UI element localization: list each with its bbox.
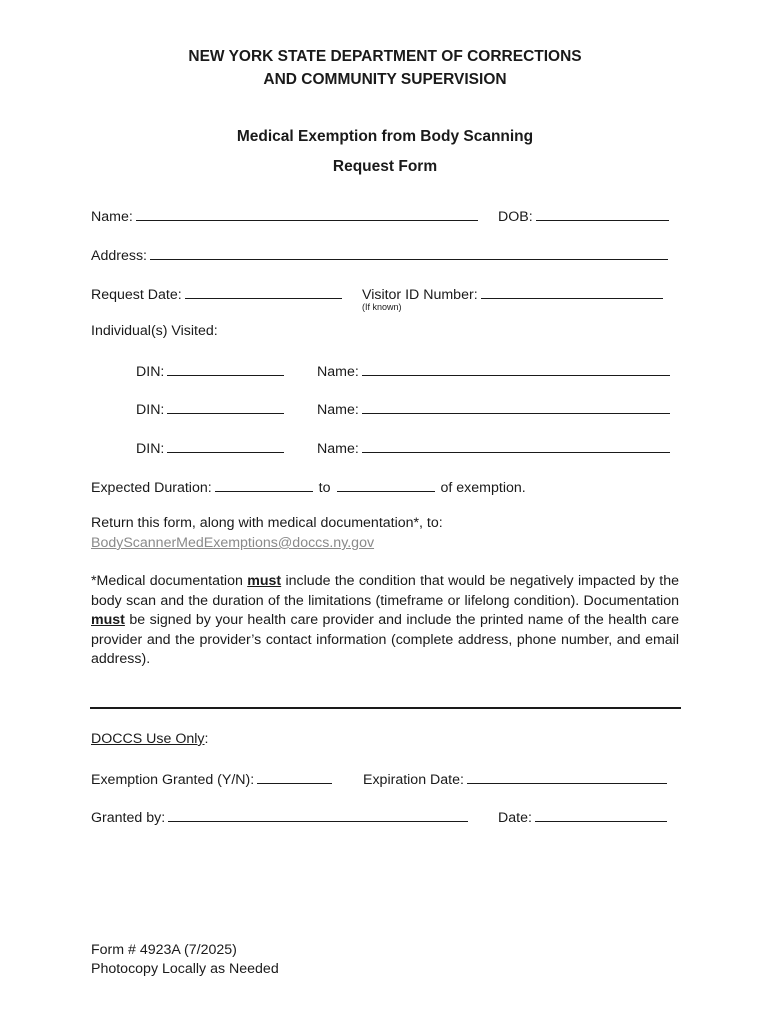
address-field-row [91,245,668,264]
din-input-line[interactable] [167,438,284,453]
granted-date-input-line[interactable] [535,807,667,822]
expiration-date-input-line[interactable] [467,769,667,784]
visitor-id-label: Visitor ID Number: [362,287,478,303]
note-text-part1: *Medical documentation [91,573,248,589]
exemption-email-link[interactable]: BodyScannerMedExemptions@doccs.ny.gov [91,535,375,551]
photocopy-note: Photocopy Locally as Needed [91,961,279,977]
name-input-line[interactable] [136,206,478,221]
expiration-date-label: Expiration Date: [363,772,464,788]
duration-start-input-line[interactable] [215,477,313,492]
agency-name-line1: NEW YORK STATE DEPARTMENT OF CORRECTIONS [188,48,582,65]
din-label: DIN: [136,402,165,418]
address-input-line[interactable] [150,245,668,260]
visited-name-field-row [317,399,670,418]
expiration-date-row [363,769,667,788]
expected-duration-row [91,477,526,496]
granted-date-row [498,807,667,826]
din-label: DIN: [136,441,165,457]
granted-by-input-line[interactable] [168,807,468,822]
duration-suffix: of exemption. [440,480,526,496]
name-label: Name: [91,209,133,225]
visited-name-input-line[interactable] [362,361,670,376]
duration-to-label: to [318,480,331,496]
visited-name-input-line[interactable] [362,399,670,414]
form-title: Medical Exemption from Body Scanning [236,128,534,145]
granted-date-label: Date: [498,810,532,826]
address-label: Address: [91,248,147,264]
din-input-line[interactable] [167,399,284,414]
duration-end-input-line[interactable] [337,477,435,492]
name-field-row [91,206,478,225]
form-subtitle: Request Form [332,158,438,175]
visited-name-input-line[interactable] [362,438,670,453]
granted-by-row [91,807,468,826]
visited-name-field-row [317,438,670,457]
visited-name-label: Name: [317,364,359,380]
exemption-granted-row [91,769,332,788]
visitor-id-input-line[interactable] [481,284,663,299]
din-field-row [136,399,284,418]
office-use-heading-colon: : [204,731,209,747]
office-use-heading-text: DOCCS Use Only [91,731,205,747]
request-date-label: Request Date: [91,287,182,303]
note-text-part3: be signed by your health care provider and include the printed name of the health care provider and the provider’s contact information (complete address, phone number, and email address). [91,612,679,667]
return-instructions: Return this form, along with medical documentation*, to: [91,515,443,531]
visitor-id-note: (If known) [362,302,402,312]
office-use-heading [91,731,208,747]
din-input-line[interactable] [167,361,284,376]
din-label: DIN: [136,364,165,380]
visited-name-label: Name: [317,402,359,418]
section-divider [90,707,681,709]
exemption-granted-input-line[interactable] [257,769,332,784]
duration-label: Expected Duration: [91,480,212,496]
exemption-granted-label: Exemption Granted (Y/N): [91,772,255,788]
individuals-visited-label: Individual(s) Visited: [91,323,218,339]
visited-name-label: Name: [317,441,359,457]
dob-label: DOB: [498,209,533,225]
dob-input-line[interactable] [536,206,669,221]
note-text-part2: include the condition that would be negatively impacted by the body scan and the duration of the limitations (timeframe or lifelong condition). Documentation [91,573,679,609]
dob-field-row [498,206,669,225]
note-emphasis-must: must [91,612,125,628]
visitor-id-field-row [362,284,663,303]
agency-name-line2: AND COMMUNITY SUPERVISION [263,71,507,88]
form-number: Form # 4923A (7/2025) [91,942,237,958]
din-field-row [136,438,284,457]
granted-by-label: Granted by: [91,810,166,826]
note-emphasis-must: must [247,573,282,589]
request-date-field-row [91,284,342,303]
visited-name-field-row [317,361,670,380]
din-field-row [136,361,284,380]
medical-documentation-note [91,572,679,670]
request-date-input-line[interactable] [185,284,342,299]
